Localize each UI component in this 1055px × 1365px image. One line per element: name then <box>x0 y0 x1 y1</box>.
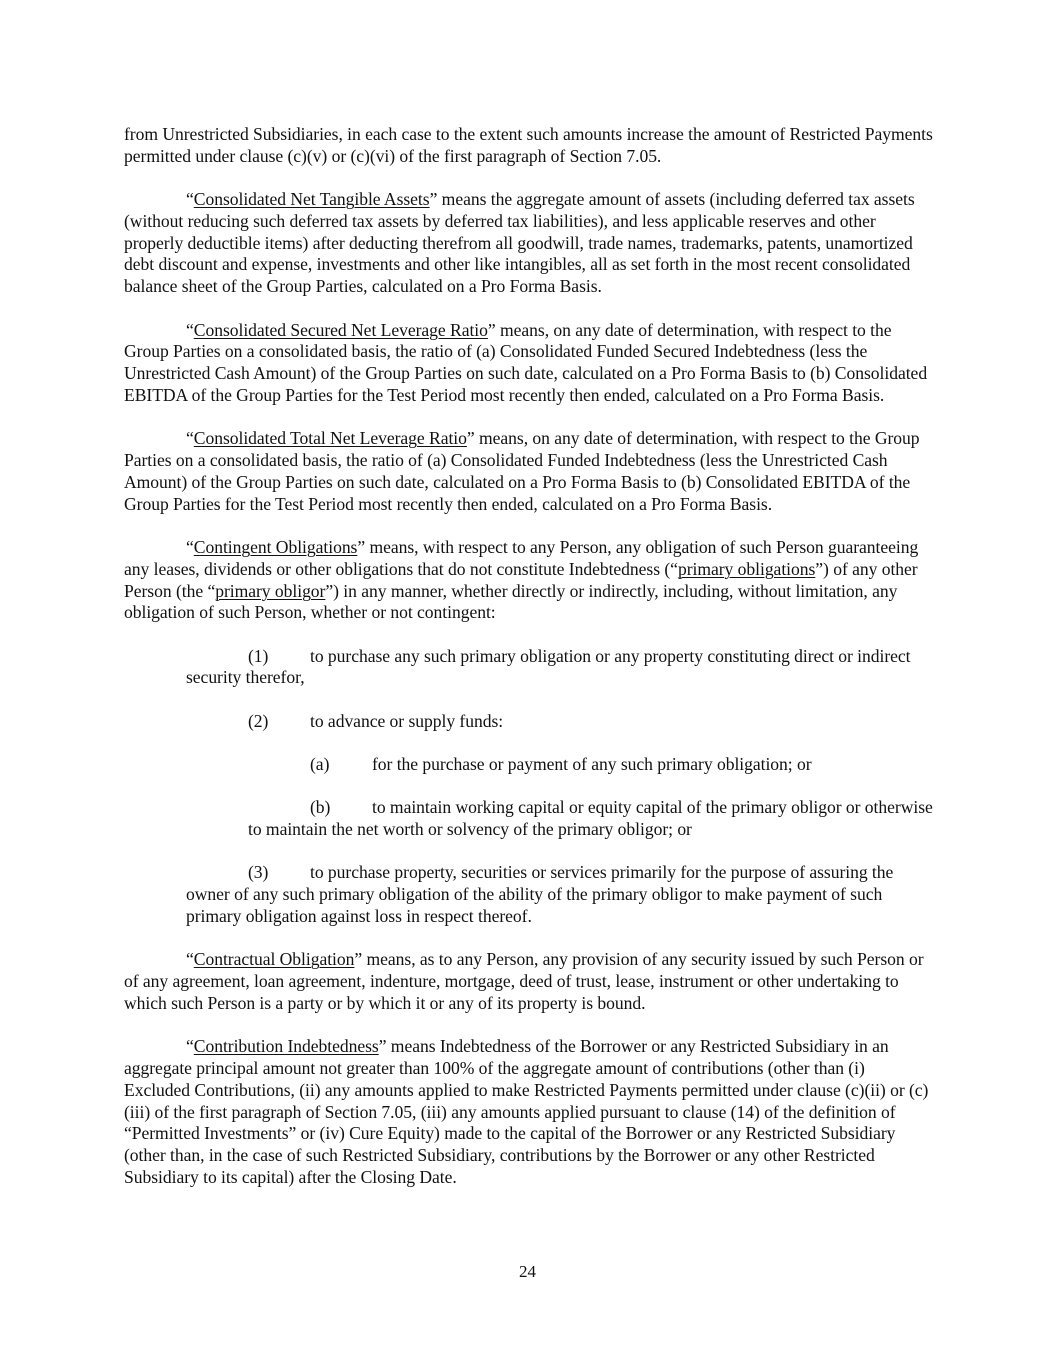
clause-text: to advance or supply funds: <box>310 710 504 731</box>
continuation-paragraph: from Unrestricted Subsidiaries, in each case to the extent such amounts increase the amount of Restricted Payments permitted under clause (c)(v) or (c)(vi) of the first paragraph of Section 7.05. <box>124 124 933 166</box>
definition-consolidated-total-net-leverage-ratio <box>124 428 934 515</box>
clause-text: to purchase property, securities or services primarily for the purpose of assuring the owner of any such primary obligation of the ability of the primary obligor to make payment of such primary obligation against loss in respect thereof. <box>186 862 894 927</box>
clause-1 <box>186 646 934 690</box>
definition-text: ”) of any other Person (the “ <box>124 558 918 601</box>
open-quote: “ <box>186 1036 194 1057</box>
definition-text: ” means the aggregate amount of assets (including deferred tax assets (without reducing such deferred tax assets by deferred tax liabilities), and less applicable reserves and other properly deductible items) after deducting therefrom all goodwill, trade names, trademarks, patents, unamortized debt discount and expense, investments and other like intangibles, all as set forth in the most recent consolidated balance sheet of the Group Parties, calculated on a Pro Forma Basis. <box>124 189 915 297</box>
definition-text: ” means Indebtedness of the Borrower or any Restricted Subsidiary in an aggregate principal amount not greater than 100% of the aggregate amount of contributions (other than (i) Excluded Contributions, (ii) any amounts applied to make Restricted Payments permitted under clause (c)(ii) or (c)(iii) of the first paragraph of Section 7.05, (iii) any amounts applied pursuant to clause (14) of the definition of “Permitted Investments” or (iv) Cure Equity) made to the capital of the Borrower or any Restricted Subsidiary (other than, in the case of such Restricted Subsidiary, contributions by the Borrower or any other Restricted Subsidiary to its capital) after the Closing Date. <box>124 1036 929 1187</box>
inner-defined-term: primary obligations <box>677 558 816 579</box>
definition-contingent-obligations <box>124 537 934 624</box>
clause-3 <box>186 862 934 927</box>
open-quote: “ <box>186 319 194 340</box>
clause-2a <box>248 754 934 776</box>
defined-term: Contingent Obligations <box>193 536 358 557</box>
definition-consolidated-net-tangible-assets <box>124 189 934 298</box>
clause-2 <box>186 711 934 733</box>
definition-text: ” means, with respect to any Person, any obligation of such Person guaranteeing any leases, dividends or other obligations that do not constitute Indebtedness (“ <box>124 536 919 579</box>
clause-number: (b) <box>310 797 331 818</box>
definition-contribution-indebtedness <box>124 1036 934 1189</box>
clause-text: to maintain working capital or equity capital of the primary obligor or otherwise to maintain the net worth or solvency of the primary obligor; or <box>248 797 933 840</box>
inner-defined-term: primary obligor <box>215 580 326 601</box>
document-body <box>124 124 934 1210</box>
clause-number: (2) <box>248 710 269 731</box>
defined-term: Contractual Obligation <box>193 949 355 970</box>
open-quote: “ <box>186 428 194 449</box>
definition-consolidated-secured-net-leverage-ratio <box>124 320 934 407</box>
defined-term: Consolidated Secured Net Leverage Ratio <box>193 319 488 340</box>
open-quote: “ <box>186 189 194 210</box>
clause-2b <box>248 797 934 841</box>
definition-text: ” means, on any date of determination, with respect to the Group Parties on a consolidated basis, the ratio of (a) Consolidated Funded Secured Indebtedness (less the Unrestricted Cash Amount) of the Group Parties on such date, calculated on a Pro Forma Basis to (b) Consolidated EBITDA of the Group Parties for the Test Period most recently then ended, calculated on a Pro Forma Basis. <box>124 319 928 405</box>
definition-text: ”) in any manner, whether directly or indirectly, including, without limitation, any obligation of such Person, whether or not contingent: <box>124 580 898 623</box>
clause-number: (1) <box>248 645 269 666</box>
page-number: 24 <box>519 1262 536 1281</box>
defined-term: Consolidated Total Net Leverage Ratio <box>193 428 467 449</box>
defined-term: Contribution Indebtedness <box>193 1036 379 1057</box>
clause-number: (3) <box>248 862 269 883</box>
definition-text: ” means, as to any Person, any provision of any security issued by such Person or of any agreement, loan agreement, indenture, mortgage, deed of trust, lease, instrument or other undertaking to which such Person is a party or by which it or any of its property is bound. <box>124 949 924 1013</box>
definition-contractual-obligation <box>124 949 934 1014</box>
clause-text: for the purchase or payment of any such primary obligation; or <box>372 754 812 775</box>
definition-text: ” means, on any date of determination, with respect to the Group Parties on a consolidated basis, the ratio of (a) Consolidated Funded Indebtedness (less the Unrestricted Cash Amount) of the Group Parties on such date, calculated on a Pro Forma Basis to (b) Consolidated EBITDA of the Group Parties for the Test Period most recently then ended, calculated on a Pro Forma Basis. <box>124 428 920 514</box>
defined-term: Consolidated Net Tangible Assets <box>193 189 430 210</box>
open-quote: “ <box>186 536 194 557</box>
open-quote: “ <box>186 949 194 970</box>
clause-text: to purchase any such primary obligation or any property constituting direct or indirect security therefor, <box>186 645 911 688</box>
clause-number: (a) <box>310 754 330 775</box>
